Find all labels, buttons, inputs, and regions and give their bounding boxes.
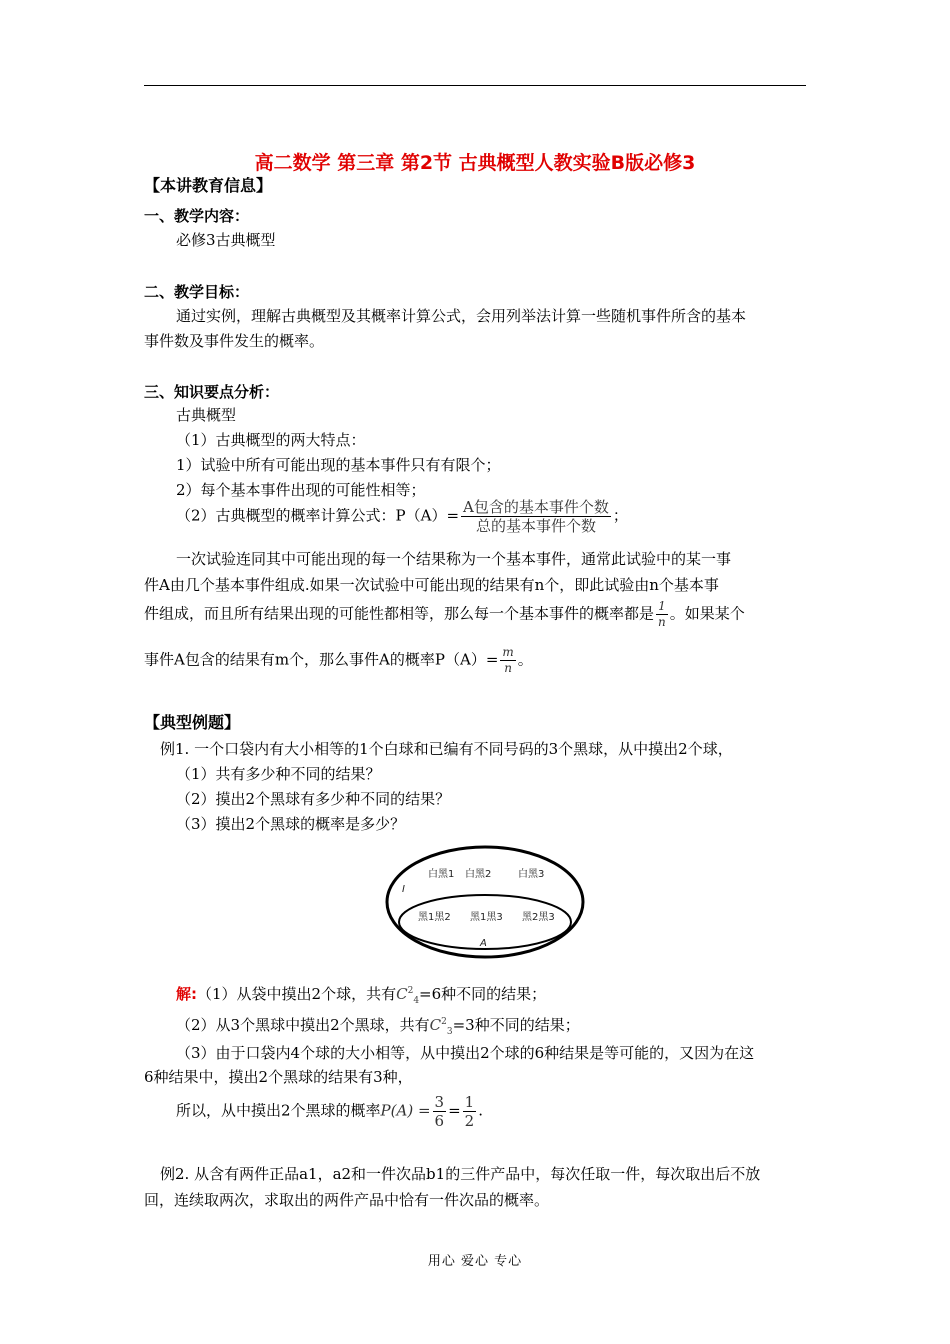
solution-label: 解: <box>176 985 197 1003</box>
combination-c32 <box>429 1016 453 1037</box>
section2-text-1: 通过实例，理解古典概型及其概率计算公式，会用列举法计算一些随机事件所含的基本 <box>176 307 747 325</box>
example1-q3: （3）摸出2个黑球的概率是多少？ <box>176 815 406 833</box>
section3-sub: 古典概型 <box>176 406 237 424</box>
header-rule <box>144 85 806 86</box>
fraction-denominator: n <box>504 661 512 675</box>
formula-denominator: 总的基本事件个数 <box>475 517 596 535</box>
fraction-numerator: m <box>502 645 514 659</box>
example2-line-1: 例2. 从含有两件正品a1，a2和一件次品b1的三件产品中，每次任取一件，每次取出后不放 <box>160 1165 761 1183</box>
section3-para-3 <box>144 599 745 630</box>
solution-1-suffix: =6种不同的结果； <box>419 985 547 1003</box>
section3-p3: 2）每个基本事件出现的可能性相等； <box>176 481 426 499</box>
bottom-item-1: 黑1黑2 <box>418 912 451 923</box>
example2-line-2: 回，连续取两次，求取出的两件产品中恰有一件次品的概率。 <box>144 1191 550 1209</box>
fraction-numerator: 1 <box>656 599 668 615</box>
section3-p2: 1）试验中所有可能出现的基本事件只有有限个； <box>176 456 501 474</box>
page-title: 高二数学 第三章 第2节 古典概型人教实验B版必修3 <box>254 152 696 174</box>
example1-stem: 例1. 一个口袋内有大小相等的1个白球和已编有不同号码的3个黑球，从中摸出2个球， <box>160 740 733 758</box>
formula-prefix: （2）古典概型的概率计算公式：P（A）= <box>176 506 460 525</box>
comb-sup: 2 <box>407 986 414 996</box>
para4-text: 事件A包含的结果有m个，那么事件A的概率P（A）= <box>144 650 499 669</box>
top-item-2: 白黑2 <box>465 869 492 880</box>
equals-sign: = <box>448 1101 461 1120</box>
fraction-denominator: n <box>658 615 666 629</box>
para3-text: 件组成，而且所有结果出现的可能性都相等，那么每一个基本事件的概率都是 <box>144 604 655 623</box>
fraction-1-over-n <box>656 599 668 630</box>
fraction-denominator: 2 <box>464 1112 475 1130</box>
section3-para-4 <box>144 645 533 676</box>
solution-3b: 6种结果中，摸出2个黑球的结果有3种， <box>144 1068 413 1086</box>
example1-q2: （2）摸出2个黑球有多少种不同的结果？ <box>176 790 451 808</box>
section1-heading: 一、教学内容： <box>144 207 250 225</box>
info-header: 【本讲教育信息】 <box>144 176 273 195</box>
section2-heading: 二、教学目标： <box>144 283 250 301</box>
fraction-m-over-n <box>500 645 515 676</box>
formula-fraction <box>461 498 611 535</box>
formula-numerator: A包含的基本事件个数 <box>463 498 609 516</box>
examples-header: 【典型例题】 <box>144 713 241 732</box>
fraction-3-6 <box>433 1093 447 1130</box>
solution-2-text: （2）从3个黑球中摸出2个黑球，共有 <box>176 1016 430 1034</box>
solution-2 <box>176 1012 580 1042</box>
page-footer: 用心 爱心 专心 <box>427 1254 523 1269</box>
top-item-1: 白黑1 <box>428 869 455 880</box>
venn-diagram <box>380 840 590 960</box>
para4-suffix: 。 <box>517 650 533 669</box>
comb-symbol: C <box>396 985 408 1003</box>
outer-label: I <box>402 884 405 895</box>
example1-q1: （1）共有多少种不同的结果？ <box>176 765 381 783</box>
bottom-item-3: 黑2黑3 <box>522 912 555 923</box>
solution-1 <box>176 981 546 1011</box>
solution-1-text: （1）从袋中摸出2个球，共有 <box>197 985 397 1003</box>
fraction-numerator: 1 <box>464 1093 475 1111</box>
comb-sub: 3 <box>446 1027 453 1037</box>
formula-line <box>176 498 628 535</box>
comb-symbol: C <box>429 1016 442 1034</box>
section3-para-1: 一次试验连同其中可能出现的每一个结果称为一个基本事件，通常此试验中的某一事 <box>176 550 732 568</box>
solution-3a: （3）由于口袋内4个球的大小相等，从中摸出2个球的6种结果是等可能的，又因为在这 <box>176 1044 755 1062</box>
fraction-denominator: 6 <box>434 1112 445 1130</box>
section3-p1: （1）古典概型的两大特点： <box>176 431 366 449</box>
para3-suffix: 。如果某个 <box>669 604 745 623</box>
inner-label: A <box>480 938 487 949</box>
solution-2-suffix: =3种不同的结果； <box>452 1016 580 1034</box>
bottom-item-2: 黑1黑3 <box>470 912 503 923</box>
combination-c42 <box>396 985 420 1006</box>
formula-suffix: ； <box>612 506 628 525</box>
section3-para-2: 件A由几个基本事件组成.如果一次试验中可能出现的结果有n个，即此试验由n个基本事 <box>144 576 719 594</box>
probability-expr: P(A) = <box>380 1101 431 1120</box>
fraction-numerator: 3 <box>434 1093 445 1111</box>
solution-3c <box>176 1093 483 1130</box>
comb-sub: 4 <box>413 996 420 1006</box>
period: . <box>478 1101 483 1120</box>
comb-sup: 2 <box>441 1017 447 1027</box>
section2-text-2: 事件数及事件发生的概率。 <box>144 332 325 350</box>
solution-3c-text: 所以，从中摸出2个黑球的概率 <box>176 1101 381 1120</box>
section1-text: 必修3古典概型 <box>176 231 276 249</box>
section3-heading: 三、知识要点分析： <box>144 383 280 401</box>
top-item-3: 白黑3 <box>518 869 545 880</box>
fraction-1-2 <box>463 1093 477 1130</box>
